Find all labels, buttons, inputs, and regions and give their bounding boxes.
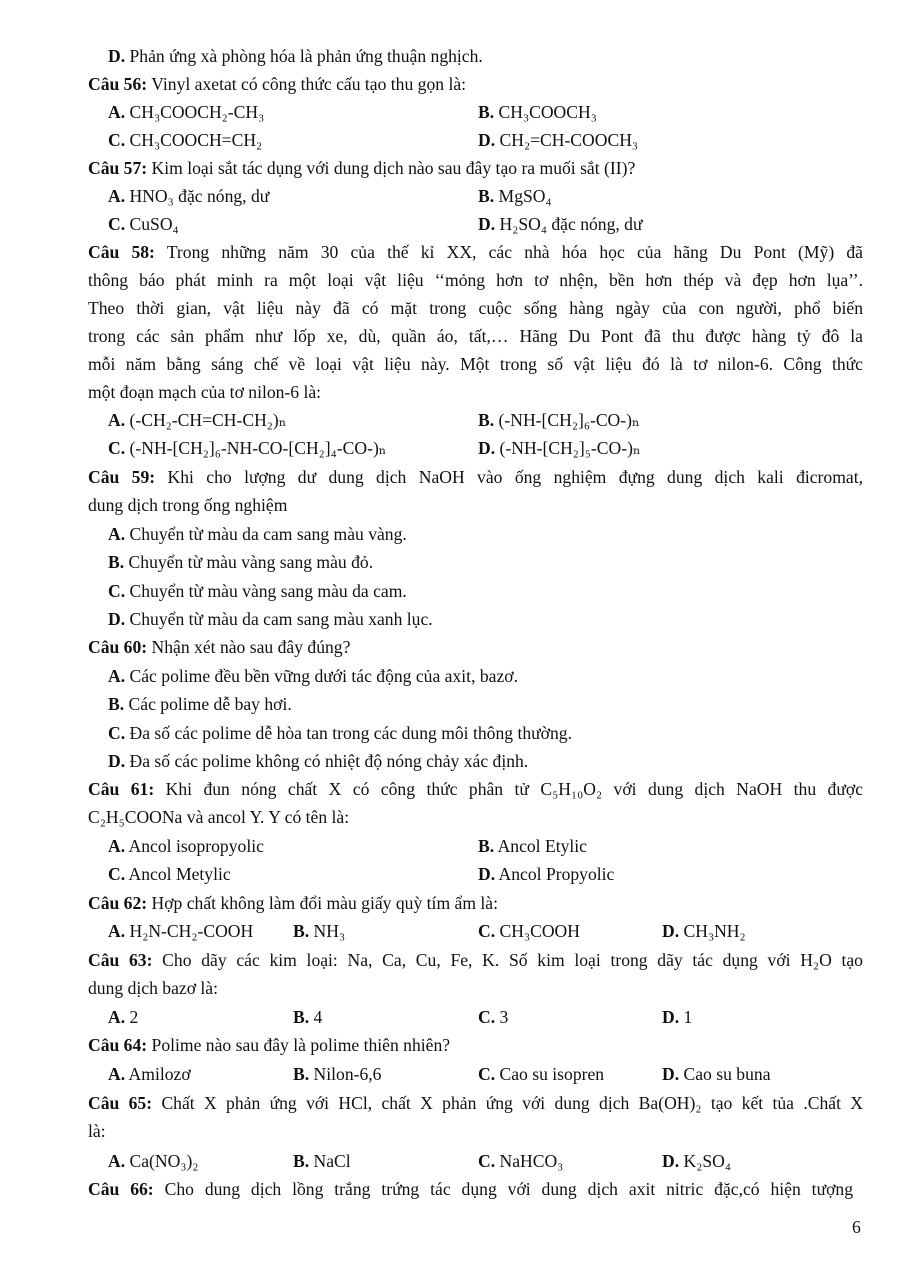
question-62 [88, 892, 498, 914]
option-label: B. [478, 410, 495, 430]
q58-option-c [108, 437, 386, 459]
option-label: C. [108, 864, 126, 884]
option-label: A. [108, 921, 126, 941]
q59-option-b [108, 551, 373, 573]
q57-option-c [108, 213, 179, 235]
option-text: 4 [313, 1007, 323, 1027]
question-text: dung dịch bazơ là: [88, 978, 218, 998]
question-text: Khi cho lượng dư dung dịch NaOH vào ống nghiệm đựng dung dịch kali đicromat, [167, 467, 863, 487]
q65-option-c [478, 1150, 563, 1172]
q65-option-a [108, 1150, 198, 1172]
q61-option-a [108, 835, 264, 857]
option-label: C. [478, 1151, 496, 1171]
option-label: B. [478, 186, 495, 206]
option-label: D. [662, 1064, 680, 1084]
q63-option-b [293, 1006, 322, 1028]
question-64 [88, 1034, 450, 1056]
q57-option-d [478, 213, 643, 235]
q58-option-b [478, 409, 640, 431]
q59-option-a [108, 523, 407, 545]
q59-option-c [108, 580, 407, 602]
option-text: 2 [129, 1007, 139, 1027]
question-56 [88, 73, 466, 95]
question-label: Câu 62: [88, 893, 148, 913]
question-58-line-6 [88, 381, 321, 403]
q64-option-a [108, 1063, 191, 1085]
question-text: Vinyl axetat có công thức cấu tạo thu gọn là: [151, 74, 467, 94]
q62-option-d [662, 920, 746, 942]
question-text: Chất X phản ứng với HCl, chất X phản ứng với dung dịch Ba(OH)₂ tạo kết tủa .Chất X [161, 1093, 864, 1113]
question-58-line-4 [88, 325, 863, 347]
q58-option-a [108, 409, 286, 431]
option-label: D. [478, 864, 496, 884]
question-label: Câu 66: [88, 1179, 154, 1199]
option-text: NaHCO₃ [499, 1151, 564, 1171]
option-text: 1 [683, 1007, 693, 1027]
question-text: là: [88, 1121, 106, 1141]
q55-option-d [108, 45, 483, 67]
question-label: Câu 63: [88, 950, 153, 970]
option-label: C. [478, 1064, 496, 1084]
option-text: Chuyển từ màu da cam sang màu vàng. [129, 524, 407, 544]
q63-option-c [478, 1006, 508, 1028]
option-label: A. [108, 1007, 126, 1027]
question-61 [88, 778, 863, 800]
option-label: B. [478, 102, 495, 122]
question-66 [88, 1178, 853, 1200]
option-label: D. [662, 1151, 680, 1171]
q61-option-c [108, 863, 231, 885]
q61-option-d [478, 863, 614, 885]
question-63-line-2 [88, 977, 218, 999]
q60-option-a [108, 665, 518, 687]
question-label: Câu 64: [88, 1035, 148, 1055]
option-label: A. [108, 836, 126, 856]
option-text: (-NH-[CH₂]₅-CO-)ₙ [499, 438, 641, 458]
question-65-line-2 [88, 1120, 106, 1142]
q58-option-d [478, 437, 641, 459]
option-text: Ancol Metylic [128, 864, 231, 884]
option-label: B. [293, 1064, 310, 1084]
option-text: H₂N-CH₂-COOH [129, 921, 254, 941]
option-text: HNO₃ đặc nóng, dư [129, 186, 270, 206]
q56-option-d [478, 129, 638, 151]
option-text: Cao su buna [683, 1064, 771, 1084]
option-text: Chuyển từ màu vàng sang màu đỏ. [128, 552, 374, 572]
option-text: Phản ứng xà phòng hóa là phản ứng thuận nghịch. [129, 46, 483, 66]
question-text: Cho dung dịch lồng trắng trứng tác dụng với dung dịch axit nitric đặc,có hiện tượng [164, 1179, 854, 1199]
option-label: C. [108, 214, 126, 234]
q64-option-b [293, 1063, 381, 1085]
option-text: CH₃COOCH=CH₂ [129, 130, 263, 150]
option-text: CuSO₄ [129, 214, 179, 234]
q65-option-d [662, 1150, 731, 1172]
question-text: Nhận xét nào sau đây đúng? [151, 637, 351, 657]
option-label: A. [108, 666, 126, 686]
option-label: B. [293, 1151, 310, 1171]
question-label: Câu 61: [88, 779, 155, 799]
question-text: Trong những năm 30 của thế kỉ XX, các nhà hóa học của hãng Du Pont (Mỹ) đã [166, 242, 863, 262]
option-text: Ancol Etylic [497, 836, 587, 856]
option-text: CH₃COOCH₂-CH₃ [129, 102, 265, 122]
option-text: CH₂=CH-COOCH₃ [499, 130, 639, 150]
q57-option-b [478, 185, 552, 207]
question-label: Câu 65: [88, 1093, 153, 1113]
question-label: Câu 57: [88, 158, 148, 178]
option-text: H₂SO₄ đặc nóng, dư [499, 214, 643, 234]
question-label: Câu 58: [88, 242, 155, 262]
q61-option-b [478, 835, 587, 857]
option-label: C. [108, 581, 126, 601]
option-text: (-NH-[CH₂]₆-NH-CO-[CH₂]₄-CO-)ₙ [129, 438, 387, 458]
question-label: Câu 59: [88, 467, 156, 487]
q59-option-d [108, 608, 433, 630]
q63-option-d [662, 1006, 692, 1028]
question-61-line-2 [88, 806, 349, 828]
option-label: C. [478, 921, 496, 941]
option-label: C. [108, 130, 126, 150]
option-text: Cao su isopren [499, 1064, 605, 1084]
option-text: CH₃NH₂ [683, 921, 746, 941]
option-text: Các polime dễ bay hơi. [128, 694, 292, 714]
option-text: Đa số các polime không có nhiệt độ nóng chảy xác định. [129, 751, 529, 771]
option-text: Các polime đều bền vững dưới tác động của axit, bazơ. [129, 666, 518, 686]
question-text: Hợp chất không làm đổi màu giấy quỳ tím ẩm là: [151, 893, 499, 913]
option-label: B. [108, 552, 125, 572]
question-58-line-3 [88, 297, 863, 319]
question-58 [88, 241, 863, 263]
question-text: dung dịch trong ống nghiệm [88, 495, 288, 515]
option-text: K₂SO₄ [683, 1151, 731, 1171]
option-text: Ancol isopropyolic [128, 836, 264, 856]
question-63 [88, 949, 863, 971]
option-label: B. [293, 921, 310, 941]
option-text: NaCl [313, 1151, 351, 1171]
option-label: D. [108, 751, 126, 771]
question-text: C₂H₅COONa và ancol Y. Y có tên là: [88, 807, 350, 827]
option-label: A. [108, 1064, 126, 1084]
question-text: Polime nào sau đây là polime thiên nhiên? [151, 1035, 451, 1055]
option-label: C. [108, 438, 126, 458]
q60-option-d [108, 750, 528, 772]
option-label: B. [108, 694, 125, 714]
option-label: B. [293, 1007, 310, 1027]
question-text: Khi đun nóng chất X có công thức phân tử C₅H₁₀O₂ với dung dịch NaOH thu được [165, 779, 864, 799]
option-text: 3 [499, 1007, 509, 1027]
q65-option-b [293, 1150, 351, 1172]
option-text: CH₃COOH [499, 921, 580, 941]
q56-option-a [108, 101, 264, 123]
option-text: Amilozơ [128, 1064, 191, 1084]
option-label: D. [478, 130, 496, 150]
option-label: D. [662, 1007, 680, 1027]
option-text: Nilon-6,6 [313, 1064, 382, 1084]
q64-option-c [478, 1063, 604, 1085]
question-59 [88, 466, 863, 488]
q56-option-b [478, 101, 597, 123]
page-number: 6 [852, 1217, 861, 1237]
q60-option-b [108, 693, 292, 715]
q62-option-b [293, 920, 345, 942]
option-text: (-CH₂-CH=CH-CH₂)ₙ [129, 410, 287, 430]
option-label: C. [478, 1007, 496, 1027]
q56-option-c [108, 129, 262, 151]
option-label: D. [478, 438, 496, 458]
option-label: D. [108, 46, 126, 66]
question-57 [88, 157, 635, 179]
question-60 [88, 636, 350, 658]
option-text: Chuyển từ màu vàng sang màu da cam. [129, 581, 407, 601]
option-text: CH₃COOCH₃ [498, 102, 597, 122]
option-text: Ca(NO₃)₂ [129, 1151, 199, 1171]
option-label: B. [478, 836, 495, 856]
question-label: Câu 56: [88, 74, 148, 94]
question-59-line-2 [88, 494, 287, 516]
option-label: A. [108, 102, 126, 122]
question-label: Câu 60: [88, 637, 148, 657]
q64-option-d [662, 1063, 771, 1085]
option-label: A. [108, 186, 126, 206]
option-text: MgSO₄ [498, 186, 552, 206]
question-58-line-5 [88, 353, 863, 375]
option-label: D. [478, 214, 496, 234]
question-text: một đoạn mạch của tơ nilon-6 là: [88, 382, 322, 402]
q62-option-c [478, 920, 580, 942]
option-text: (-NH-[CH₂]₆-CO-)ₙ [498, 410, 640, 430]
question-58-line-2 [88, 269, 863, 291]
option-text: Đa số các polime dễ hòa tan trong các dung môi thông thường. [129, 723, 572, 743]
q63-option-a [108, 1006, 138, 1028]
q57-option-a [108, 185, 269, 207]
option-label: C. [108, 723, 126, 743]
question-65 [88, 1092, 863, 1114]
option-text: NH₃ [313, 921, 346, 941]
option-label: A. [108, 1151, 126, 1171]
option-text: Chuyển từ màu da cam sang màu xanh lục. [129, 609, 433, 629]
question-text: mỗi năm bằng sáng chế về loại vật liệu này. Một trong số vật liệu đó là tơ nilon-6. Công thức [88, 354, 863, 374]
q60-option-c [108, 722, 572, 744]
q62-option-a [108, 920, 253, 942]
option-text: Ancol Propyolic [498, 864, 615, 884]
option-label: A. [108, 524, 126, 544]
question-text: Kim loại sắt tác dụng với dung dịch nào sau đây tạo ra muối sắt (II)? [151, 158, 636, 178]
option-label: D. [662, 921, 680, 941]
option-label: D. [108, 609, 126, 629]
question-text: Theo thời gian, vật liệu này đã có mặt trong cuộc sống hàng ngày của con người, phổ biến [88, 298, 863, 318]
option-label: A. [108, 410, 126, 430]
question-text: thông báo phát minh ra một loại vật liệu ‘‘mỏng hơn tơ nhện, bền hơn thép và đẹp hơn lụa’’. [88, 270, 863, 290]
question-text: Cho dãy các kim loại: Na, Ca, Cu, Fe, K. Số kim loại trong dãy tác dụng với H₂O tạo [162, 950, 863, 970]
question-text: trong các sản phẩm như lốp xe, dù, quần áo, tất,… Hãng Du Pont đã thu được hàng tỷ đô la [88, 326, 863, 346]
